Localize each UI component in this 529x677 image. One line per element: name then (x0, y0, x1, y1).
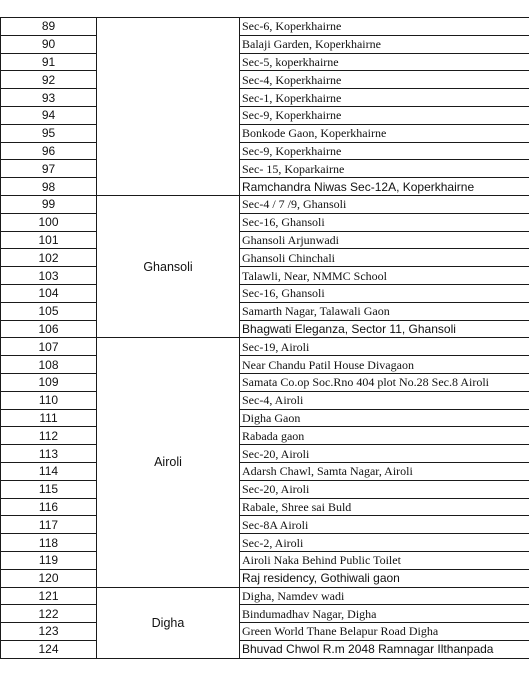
row-number: 95 (1, 124, 97, 142)
address-cell: Sec-4, Koperkhairne (240, 71, 529, 89)
address-cell: Sec-9, Koperkhairne (240, 106, 529, 124)
table-row (1, 551, 529, 569)
table-row (1, 284, 529, 302)
row-number: 117 (1, 516, 97, 534)
table-row (1, 409, 529, 427)
address-cell: Sec-2, Airoli (240, 534, 529, 552)
address-cell: Near Chandu Patil House Divagaon (240, 356, 529, 374)
address-cell: Sec-16, Ghansoli (240, 284, 529, 302)
row-number: 122 (1, 605, 97, 623)
table-row (1, 640, 529, 658)
area-name (97, 18, 240, 196)
area-name: Ghansoli (97, 195, 240, 337)
row-number: 96 (1, 142, 97, 160)
table-row (1, 231, 529, 249)
table-row (1, 302, 529, 320)
row-number: 97 (1, 160, 97, 178)
row-number: 124 (1, 640, 97, 658)
table-row (1, 587, 529, 605)
address-cell: Sec-6, Koperkhairne (240, 18, 529, 36)
address-cell: Samarth Nagar, Talawali Gaon (240, 302, 529, 320)
table-row (1, 35, 529, 53)
table-row (1, 18, 529, 36)
row-number: 111 (1, 409, 97, 427)
table-row (1, 249, 529, 267)
table-row (1, 71, 529, 89)
row-number: 119 (1, 551, 97, 569)
table-row (1, 213, 529, 231)
row-number: 99 (1, 195, 97, 213)
table-row (1, 89, 529, 107)
address-cell: Sec-5, koperkhairne (240, 53, 529, 71)
address-cell: Green World Thane Belapur Road Digha (240, 623, 529, 641)
table-row (1, 142, 529, 160)
row-number: 98 (1, 178, 97, 196)
row-number: 105 (1, 302, 97, 320)
address-cell: Sec-4 / 7 /9, Ghansoli (240, 195, 529, 213)
table-body (1, 18, 529, 659)
row-number: 112 (1, 427, 97, 445)
row-number: 107 (1, 338, 97, 356)
address-cell: Sec-8A Airoli (240, 516, 529, 534)
table-row (1, 106, 529, 124)
row-number: 113 (1, 445, 97, 463)
table-row (1, 124, 529, 142)
row-number: 102 (1, 249, 97, 267)
address-cell: Sec-19, Airoli (240, 338, 529, 356)
address-cell: Rabale, Shree sai Buld (240, 498, 529, 516)
address-cell: Raj residency, Gothiwali gaon (240, 569, 529, 587)
row-number: 92 (1, 71, 97, 89)
table-row (1, 320, 529, 338)
address-cell: Bindumadhav Nagar, Digha (240, 605, 529, 623)
row-number: 90 (1, 35, 97, 53)
row-number: 123 (1, 623, 97, 641)
row-number: 114 (1, 462, 97, 480)
row-number: 94 (1, 106, 97, 124)
table-row (1, 53, 529, 71)
address-cell: Sec-1, Koperkhairne (240, 89, 529, 107)
address-cell: Samata Co.op Soc.Rno 404 plot No.28 Sec.8 Airoli (240, 373, 529, 391)
table-row (1, 356, 529, 374)
row-number: 103 (1, 267, 97, 285)
row-number: 100 (1, 213, 97, 231)
address-cell: Ghansoli Chinchali (240, 249, 529, 267)
row-number: 104 (1, 284, 97, 302)
table-row (1, 427, 529, 445)
address-cell: Sec-16, Ghansoli (240, 213, 529, 231)
table-row (1, 569, 529, 587)
address-cell: Ramchandra Niwas Sec-12A, Koperkhairne (240, 178, 529, 196)
table-row (1, 338, 529, 356)
address-cell: Sec-9, Koperkhairne (240, 142, 529, 160)
row-number: 115 (1, 480, 97, 498)
address-cell: Digha, Namdev wadi (240, 587, 529, 605)
area-name: Digha (97, 587, 240, 658)
table-row (1, 605, 529, 623)
address-cell: Bonkode Gaon, Koperkhairne (240, 124, 529, 142)
address-cell: Sec-20, Airoli (240, 480, 529, 498)
address-cell: Sec-20, Airoli (240, 445, 529, 463)
address-cell: Balaji Garden, Koperkhairne (240, 35, 529, 53)
table-row (1, 516, 529, 534)
table-row (1, 373, 529, 391)
address-cell: Airoli Naka Behind Public Toilet (240, 551, 529, 569)
address-cell: Bhagwati Eleganza, Sector 11, Ghansoli (240, 320, 529, 338)
row-number: 110 (1, 391, 97, 409)
table-row (1, 480, 529, 498)
table-row (1, 462, 529, 480)
area-name: Airoli (97, 338, 240, 587)
table-row (1, 623, 529, 641)
table-row (1, 445, 529, 463)
table-row (1, 195, 529, 213)
row-number: 108 (1, 356, 97, 374)
ward-address-table (0, 17, 529, 659)
row-number: 89 (1, 18, 97, 36)
row-number: 109 (1, 373, 97, 391)
address-cell: Rabada gaon (240, 427, 529, 445)
row-number: 93 (1, 89, 97, 107)
address-cell: Digha Gaon (240, 409, 529, 427)
table-row (1, 498, 529, 516)
table-row (1, 160, 529, 178)
row-number: 116 (1, 498, 97, 516)
row-number: 118 (1, 534, 97, 552)
address-cell: Bhuvad Chwol R.m 2048 Ramnagar Ilthanpada (240, 640, 529, 658)
address-cell: Talawli, Near, NMMC School (240, 267, 529, 285)
table-row (1, 267, 529, 285)
row-number: 120 (1, 569, 97, 587)
address-cell: Sec-4, Airoli (240, 391, 529, 409)
row-number: 121 (1, 587, 97, 605)
table-row (1, 534, 529, 552)
address-cell: Adarsh Chawl, Samta Nagar, Airoli (240, 462, 529, 480)
address-cell: Ghansoli Arjunwadi (240, 231, 529, 249)
row-number: 91 (1, 53, 97, 71)
address-cell: Sec- 15, Koparkairne (240, 160, 529, 178)
table-row (1, 391, 529, 409)
row-number: 106 (1, 320, 97, 338)
row-number: 101 (1, 231, 97, 249)
table-row (1, 178, 529, 196)
